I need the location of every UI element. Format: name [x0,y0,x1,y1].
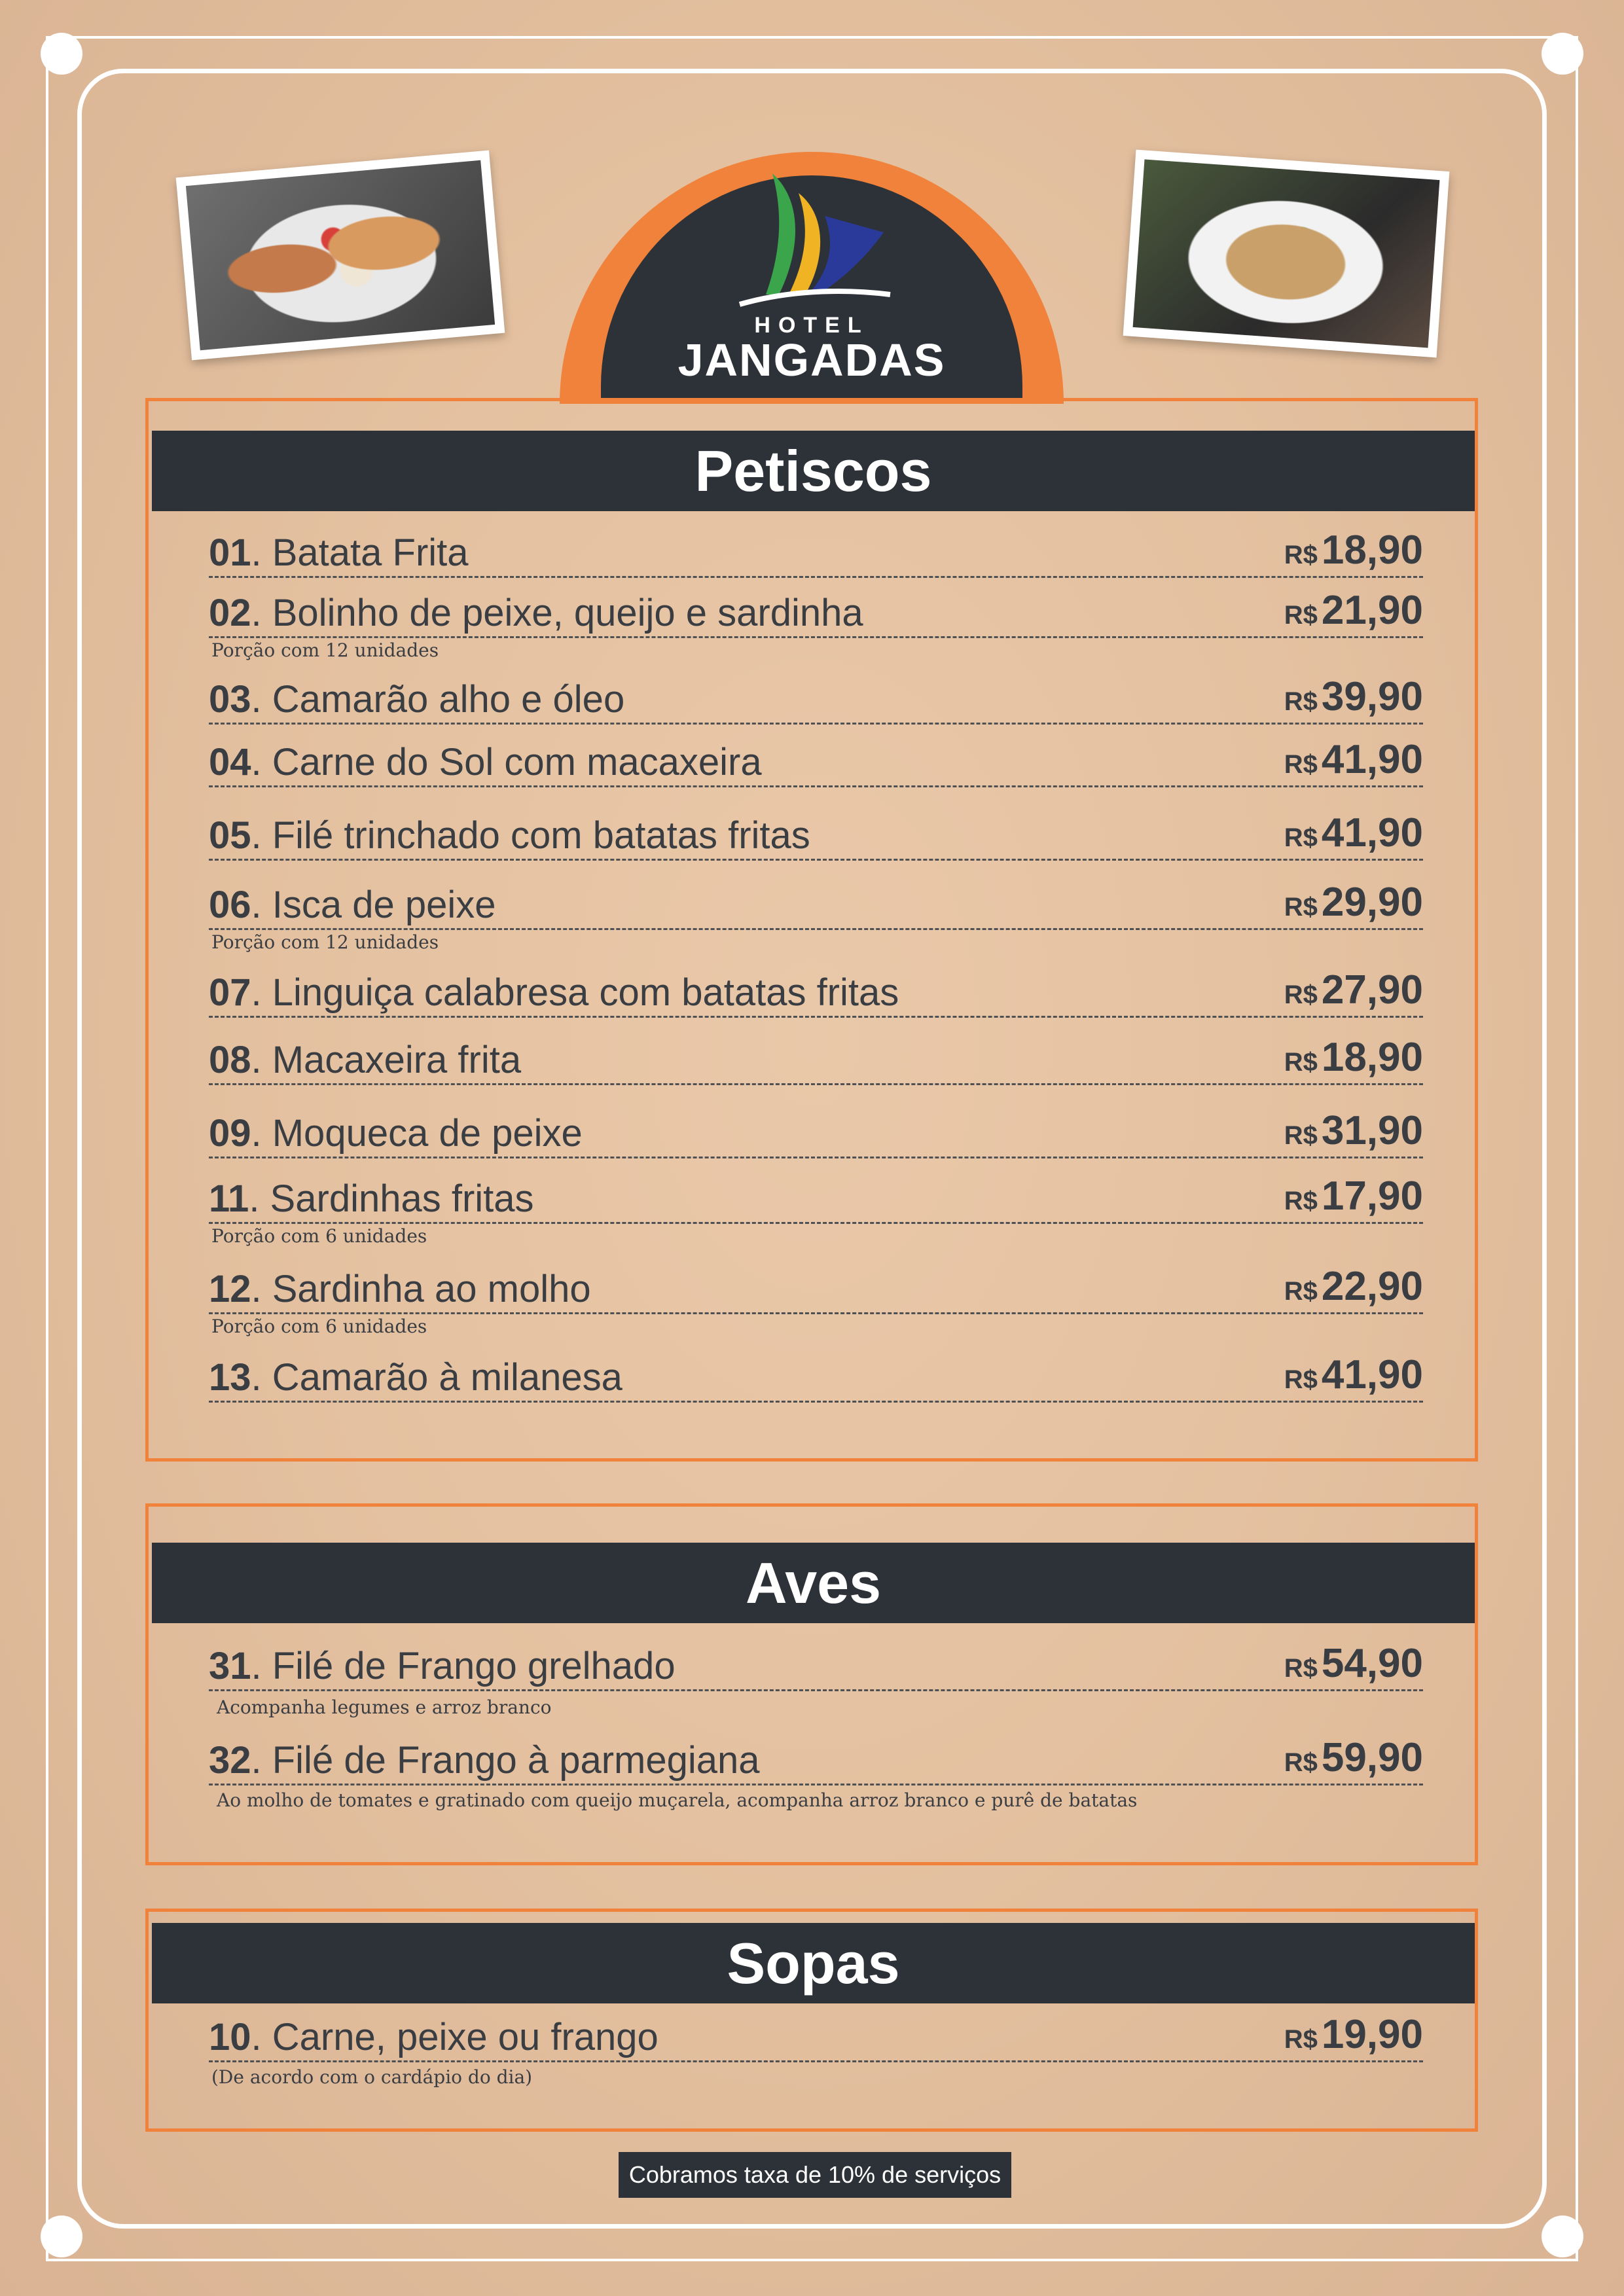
section-title: Petiscos [152,431,1475,511]
menu-item [209,1035,1423,1085]
currency-label: R$ [1284,1654,1318,1683]
item-price: 54,90 [1321,1641,1423,1686]
item-name: . Camarão alho e óleo [251,678,625,721]
menu-item [209,967,1423,1018]
corner-ornament [41,33,82,75]
item-number: 05 [209,814,251,857]
section-aves [145,1503,1478,1865]
currency-label: R$ [1284,750,1318,779]
corner-ornament [1542,2215,1583,2257]
sail-logo-icon [727,170,897,308]
item-number: 11 [209,1177,249,1220]
item-price: 41,90 [1321,737,1423,782]
item-price: 18,90 [1321,528,1423,573]
corner-ornament [41,2215,82,2257]
currency-label: R$ [1284,1121,1318,1150]
menu-item [209,1641,1423,1718]
item-price: 27,90 [1321,967,1423,1013]
menu-item [209,1108,1423,1158]
currency-label: R$ [1284,1748,1318,1777]
item-price: 29,90 [1321,880,1423,925]
item-name: . Camarão à milanesa [251,1356,623,1399]
item-number: 10 [209,2016,251,2058]
currency-label: R$ [1284,823,1318,852]
item-number: 07 [209,971,251,1014]
menu-item [209,737,1423,787]
currency-label: R$ [1284,1277,1318,1306]
corner-ornament [1542,33,1583,75]
item-note: (De acordo com o cardápio do dia) [211,2066,533,2088]
section-title: Aves [152,1543,1475,1623]
item-name: . Bolinho de peixe, queijo e sardinha [251,592,863,634]
currency-label: R$ [1284,687,1318,716]
currency-label: R$ [1284,2025,1318,2054]
item-note: Porção com 6 unidades [211,1225,427,1247]
currency-label: R$ [1284,893,1318,922]
item-number: 31 [209,1645,251,1687]
section-sopas [145,1909,1478,2132]
item-note: Porção com 6 unidades [211,1316,427,1337]
food-photo-pasta [1123,150,1450,358]
item-price: 59,90 [1321,1735,1423,1780]
brand-name: JANGADAS [677,334,946,386]
menu-item [209,810,1423,861]
item-price: 41,90 [1321,1352,1423,1397]
item-number: 12 [209,1268,251,1310]
currency-label: R$ [1284,1187,1318,1215]
item-name: . Filé trinchado com batatas fritas [251,814,810,857]
item-name: . Sardinha ao molho [251,1268,591,1310]
currency-label: R$ [1284,1048,1318,1077]
menu-item [209,528,1423,578]
item-number: 01 [209,531,251,574]
item-note: Porção com 12 unidades [211,639,439,661]
item-number: 02 [209,592,251,634]
section-petiscos [145,398,1478,1462]
item-price: 39,90 [1321,674,1423,719]
item-number: 09 [209,1112,251,1155]
menu-item [209,2012,1423,2088]
item-name: . Batata Frita [251,531,469,574]
item-number: 04 [209,741,251,783]
item-price: 21,90 [1321,588,1423,633]
item-name: . Carne do Sol com macaxeira [251,741,762,783]
item-number: 08 [209,1039,251,1081]
item-price: 18,90 [1321,1035,1423,1080]
item-name: . Filé de Frango grelhado [251,1645,676,1687]
item-note: Acompanha legumes e arroz branco [217,1696,552,1718]
item-name: . Filé de Frango à parmegiana [251,1739,760,1782]
item-number: 03 [209,678,251,721]
currency-label: R$ [1284,601,1318,630]
food-photo-fish [176,151,505,361]
item-price: 31,90 [1321,1108,1423,1153]
menu-item [209,1174,1423,1247]
item-number: 13 [209,1356,251,1399]
item-name: . Macaxeira frita [251,1039,522,1081]
item-name: . Carne, peixe ou frango [251,2016,659,2058]
item-price: 17,90 [1321,1174,1423,1219]
section-title: Sopas [152,1923,1475,2003]
item-name: . Isca de peixe [251,884,496,926]
item-name: . Linguiça calabresa com batatas fritas [251,971,899,1014]
item-price: 41,90 [1321,810,1423,855]
item-name: . Sardinhas fritas [249,1177,534,1220]
menu-item [209,1264,1423,1337]
item-number: 32 [209,1739,251,1782]
item-price: 22,90 [1321,1264,1423,1309]
menu-item [209,1735,1423,1811]
menu-item [209,880,1423,953]
currency-label: R$ [1284,541,1318,569]
item-note: Ao molho de tomates e gratinado com queijo muçarela, acompanha arroz branco e purê de batatas [217,1789,1138,1811]
currency-label: R$ [1284,1365,1318,1394]
menu-item [209,674,1423,725]
menu-item [209,1352,1423,1403]
menu-item [209,588,1423,661]
item-price: 19,90 [1321,2012,1423,2057]
service-fee-note: Cobramos taxa de 10% de serviços [619,2152,1011,2198]
brand-hotel: HOTEL [754,313,869,338]
currency-label: R$ [1284,980,1318,1009]
item-name: . Moqueca de peixe [251,1112,583,1155]
item-number: 06 [209,884,251,926]
item-note: Porção com 12 unidades [211,931,439,953]
